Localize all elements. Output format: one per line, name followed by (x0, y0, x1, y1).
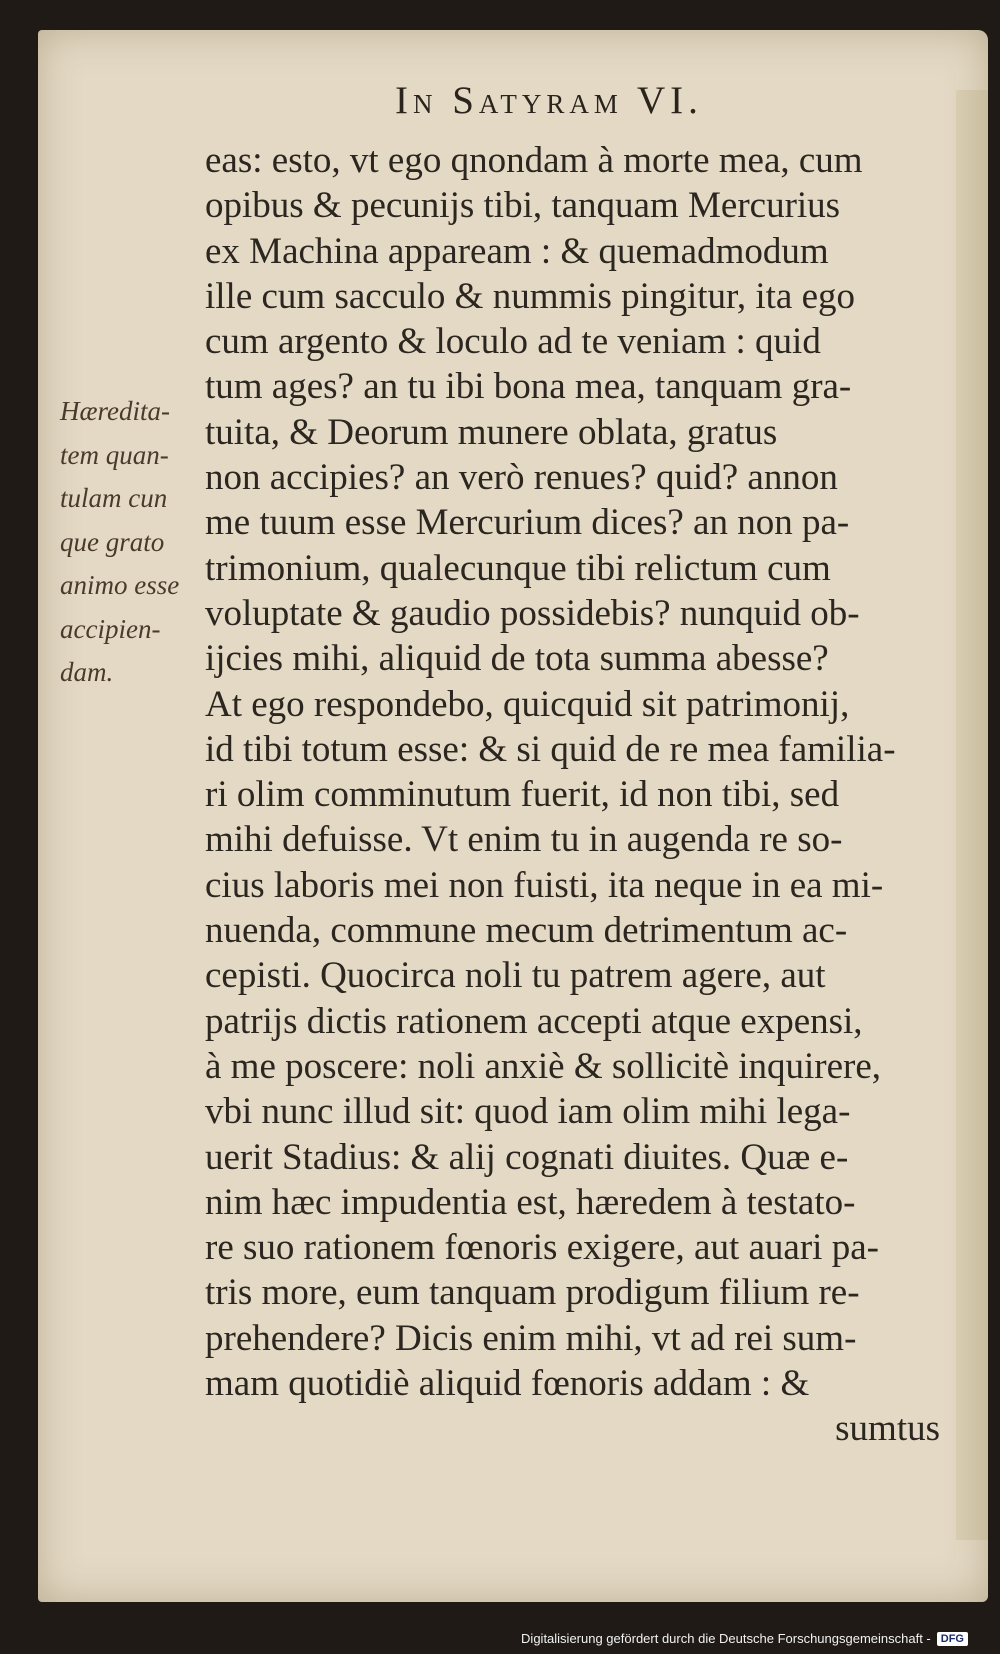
body-line: mam quotidiè aliquid fœnoris addam : & (205, 1363, 810, 1405)
page-edge (956, 90, 988, 1540)
body-line: vbi nunc illud sit: quod iam olim mihi lega- (205, 1091, 851, 1133)
running-head: In Satyram VI. (395, 79, 703, 122)
body-line: opibus & pecunijs tibi, tanquam Mercurius (205, 185, 841, 227)
funding-footer (521, 1631, 968, 1646)
body-line: ijcies mihi, aliquid de tota summa abesse? (205, 638, 829, 680)
body-line: cepisti. Quocirca noli tu patrem agere, aut (205, 955, 826, 997)
body-text (205, 138, 945, 1452)
body-line: ille cum sacculo & nummis pingitur, ita ego (205, 275, 856, 317)
body-line: me tuum esse Mercurium dices? an non pa- (205, 502, 850, 544)
footer-text: Digitalisierung gefördert durch die Deutsche Forschungsgemeinschaft - (521, 1631, 931, 1646)
margin-note-line: que grato (60, 526, 165, 557)
body-line: ri olim comminutum fuerit, id non tibi, sed (205, 774, 840, 816)
dfg-logo-icon: DFG (937, 1632, 968, 1646)
body-line: tuita, & Deorum munere oblata, gratus (205, 411, 778, 453)
catchword: sumtus (835, 1408, 940, 1450)
margin-note-line: tulam cun (60, 483, 168, 513)
body-line: mihi defuisse. Vt enim tu in augenda re so- (205, 819, 843, 861)
body-line: tum ages? an tu ibi bona mea, tanquam gra- (205, 366, 852, 408)
body-line: nim hæc impudentia est, hæredem à testato- (205, 1181, 856, 1223)
body-line: non accipies? an verò renues? quid? annon (205, 457, 838, 499)
body-line: id tibi totum esse: & si quid de re mea familia- (205, 728, 896, 770)
body-line: à me poscere: noli anxiè & sollicitè inquirere, (205, 1045, 882, 1087)
margin-note-line: animo esse (60, 570, 180, 600)
body-line: voluptate & gaudio possidebis? nunquid ob- (205, 592, 860, 634)
body-line: prehendere? Dicis enim mihi, vt ad rei sum- (205, 1317, 857, 1359)
margin-note-line: Hæredita- (60, 396, 170, 426)
body-line: tris more, eum tanquam prodigum filium re- (205, 1272, 860, 1314)
body-line: At ego respondebo, quicquid sit patrimonij, (205, 683, 850, 725)
margin-note-line: accipien- (60, 613, 161, 644)
margin-note-line: tem quan- (60, 439, 169, 470)
margin-note (60, 390, 210, 695)
body-line: patrijs dictis rationem accepti atque expensi, (205, 1000, 863, 1042)
body-line: uerit Stadius: & alij cognati diuites. Quæ e- (205, 1136, 849, 1178)
body-line: trimonium, qualecunque tibi relictum cum (205, 547, 831, 589)
body-line: ex Machina appaream : & quemadmodum (205, 230, 829, 272)
body-line: cum argento & loculo ad te veniam : quid (205, 321, 821, 363)
body-line: eas: esto, vt ego qnondam à morte mea, cum (205, 140, 863, 181)
body-line: cius laboris mei non fuisti, ita neque in ea mi- (205, 864, 884, 906)
body-line: nuenda, commune mecum detrimentum ac- (205, 910, 848, 952)
margin-note-line: dam. (60, 657, 114, 687)
body-line: re suo rationem fœnoris exigere, aut auari pa- (205, 1227, 879, 1269)
